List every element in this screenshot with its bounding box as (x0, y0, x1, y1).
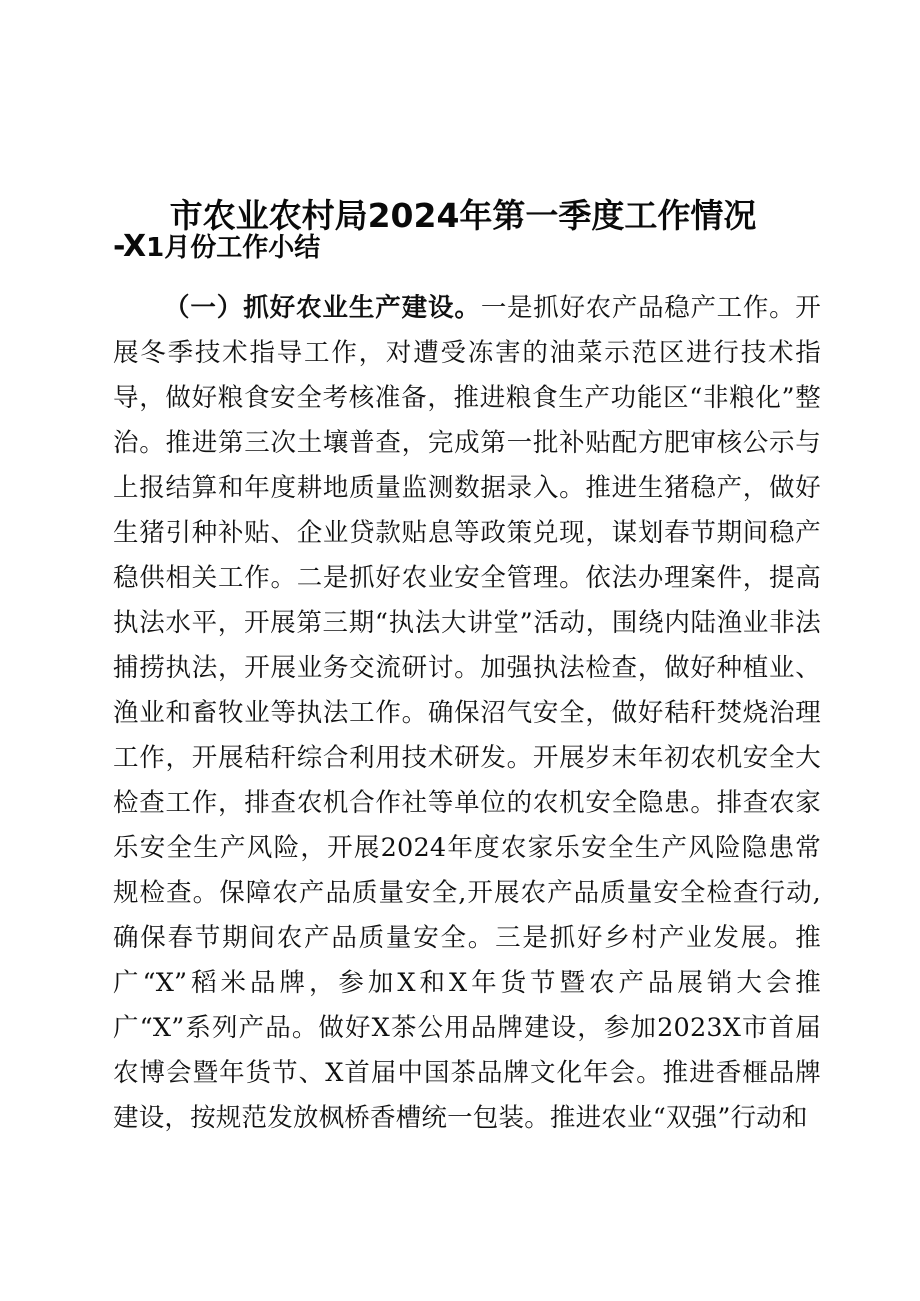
page-subtitle-lead: -X (113, 229, 147, 264)
section-paragraph (113, 286, 821, 1141)
page-subtitle (113, 228, 813, 267)
page-subtitle-rest: 1月份工作小结 (146, 233, 321, 263)
document-body (113, 286, 821, 1141)
section-heading: （一）抓好农业生产建设。 (164, 293, 481, 323)
page-title: 市农业农村局2024年第一季度工作情况 (169, 196, 757, 236)
section-body-text: 一是抓好农产品稳产工作。开展冬季技术指导工作，对遭受冻害的油菜示范区进行技术指导，做好粮食安全考核准备，推进粮食生产功能区“非粮化”整治。推进第三次土壤普查，完成第一批补贴配方肥审核公示与上报结算和年度耕地质量监测数据录入。推进生猪稳产，做好生猪引种补贴、企业贷款贴息等政策兑现，谋划春节期间稳产稳供相关工作。二是抓好农业安全管理。依法办理案件，提高执法水平，开展第三期“执法大讲堂”活动，围绕内陆渔业非法捕捞执法，开展业务交流研讨。加强执法检查，做好种植业、渔业和畜牧业等执法工作。确保沼气安全，做好秸秆焚烧治理工作，开展秸秆综合利用技术研发。开展岁末年初农机安全大检查工作，排查农机合作社等单位的农机安全隐患。排查农家乐安全生产风险，开展2024年度农家乐安全生产风险隐患常规检查。保障农产品质量安全,开展农产品质量安全检查行动,确保春节期间农产品质量安全。三是抓好乡村产业发展。推广“X”稻米品牌，参加X和X年货节暨农产品展销大会推广“X”系列产品。做好X茶公用品牌建设，参加2023X市首届农博会暨年货节、X首届中国茶品牌文化年会。推进香榧品牌建设，按规范发放枫桥香槽统一包装。推进农业“双强”行动和 (113, 293, 821, 1133)
